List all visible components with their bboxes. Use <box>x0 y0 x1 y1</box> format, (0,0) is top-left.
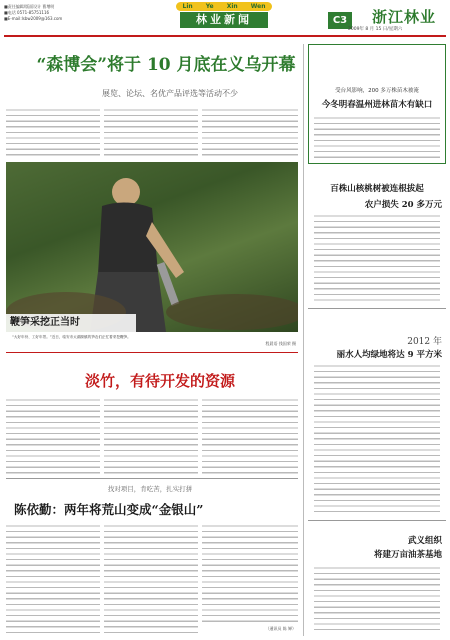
lead-subtitle: 展览、论坛、名优产品评选等活动不少 <box>102 89 238 98</box>
photo-note: “大好年份、工好年景。”近日，临安市太湖源镇的笋农们正忙着采挖鞭笋。 <box>12 335 131 339</box>
header-rule <box>4 35 446 37</box>
pinyin-wen: Wen <box>250 3 266 10</box>
brief3-rule <box>308 520 446 521</box>
brief4-headline: 武义组织 <box>407 536 442 546</box>
lead-photo <box>6 162 298 332</box>
article3-headline: 陈依勤：两年将荒山变成“金银山” <box>14 502 204 517</box>
lead-text-col-1 <box>6 108 100 158</box>
lead-headline: “森博会”将于 10 月底在义乌开幕 <box>36 55 296 75</box>
pinyin-ye: Ye <box>205 3 214 10</box>
article2-bottom-rule <box>6 478 298 479</box>
article2-text-col-1 <box>6 398 100 474</box>
masthead <box>0 0 450 36</box>
phone-line: ■电话 0571-85751116 <box>4 10 50 15</box>
brief2-subhead: 农户损失 20 多万元 <box>364 200 442 210</box>
paper-name: 浙江林业 <box>372 8 437 26</box>
column-divider <box>303 44 304 636</box>
brief3-text <box>314 364 440 516</box>
page-code-badge: C3 <box>328 12 352 29</box>
photo-credit: 程晨语 钱国荣 摄 <box>265 341 296 346</box>
article3-author: （通讯员 陈 婵） <box>265 626 296 631</box>
section-title: 林业新闻 <box>180 12 268 28</box>
article3-text-col-2 <box>104 524 198 634</box>
article2-text-col-3 <box>202 398 298 474</box>
brief1-kicker: 受台风影响，200 多万株苗木被淹 <box>335 88 419 94</box>
article3-kicker: 找对项目，肯吃苦，扎实打拼 <box>107 485 193 493</box>
date-line: 2009年 8 月 15 日/星期六 <box>348 27 403 32</box>
brief4-text <box>314 566 440 632</box>
pinyin-strip <box>176 2 272 11</box>
email-line: ■E-mail:lsbw2009@163.com <box>4 16 63 21</box>
brief1-text <box>314 116 440 160</box>
brief2-text <box>314 214 440 304</box>
lead-text-col-3 <box>202 108 298 158</box>
editor-line: ■责任编辑/版面设计 曹增明 <box>4 4 55 9</box>
editor-info <box>4 4 144 22</box>
pinyin-xin: Xin <box>226 3 238 10</box>
article2-headline: 淡竹，有待开发的资源 <box>84 372 235 390</box>
lead-text-col-2 <box>104 108 198 158</box>
article2-text-col-2 <box>104 398 198 474</box>
right-column <box>308 44 446 638</box>
article3-text-col-1 <box>6 524 100 634</box>
brief4-subhead: 将建万亩油茶基地 <box>373 550 442 560</box>
pinyin-lin: Lin <box>182 3 193 10</box>
lead-bottom-rule <box>6 352 298 353</box>
article3-text-col-3 <box>202 524 298 624</box>
brief1-headline: 今冬明春温州进林苗木有缺口 <box>321 100 433 110</box>
photo-caption: 鞭笋采挖正当时 <box>6 314 136 332</box>
brief3-kicker: 2012 年 <box>407 337 442 347</box>
farmer-illustration <box>6 162 298 332</box>
brief3-headline: 丽水人均绿地将达 9 平方米 <box>336 350 442 360</box>
brief2-headline: 百株山核桃树被连根拔起 <box>330 184 424 194</box>
brief2-rule <box>308 308 446 309</box>
